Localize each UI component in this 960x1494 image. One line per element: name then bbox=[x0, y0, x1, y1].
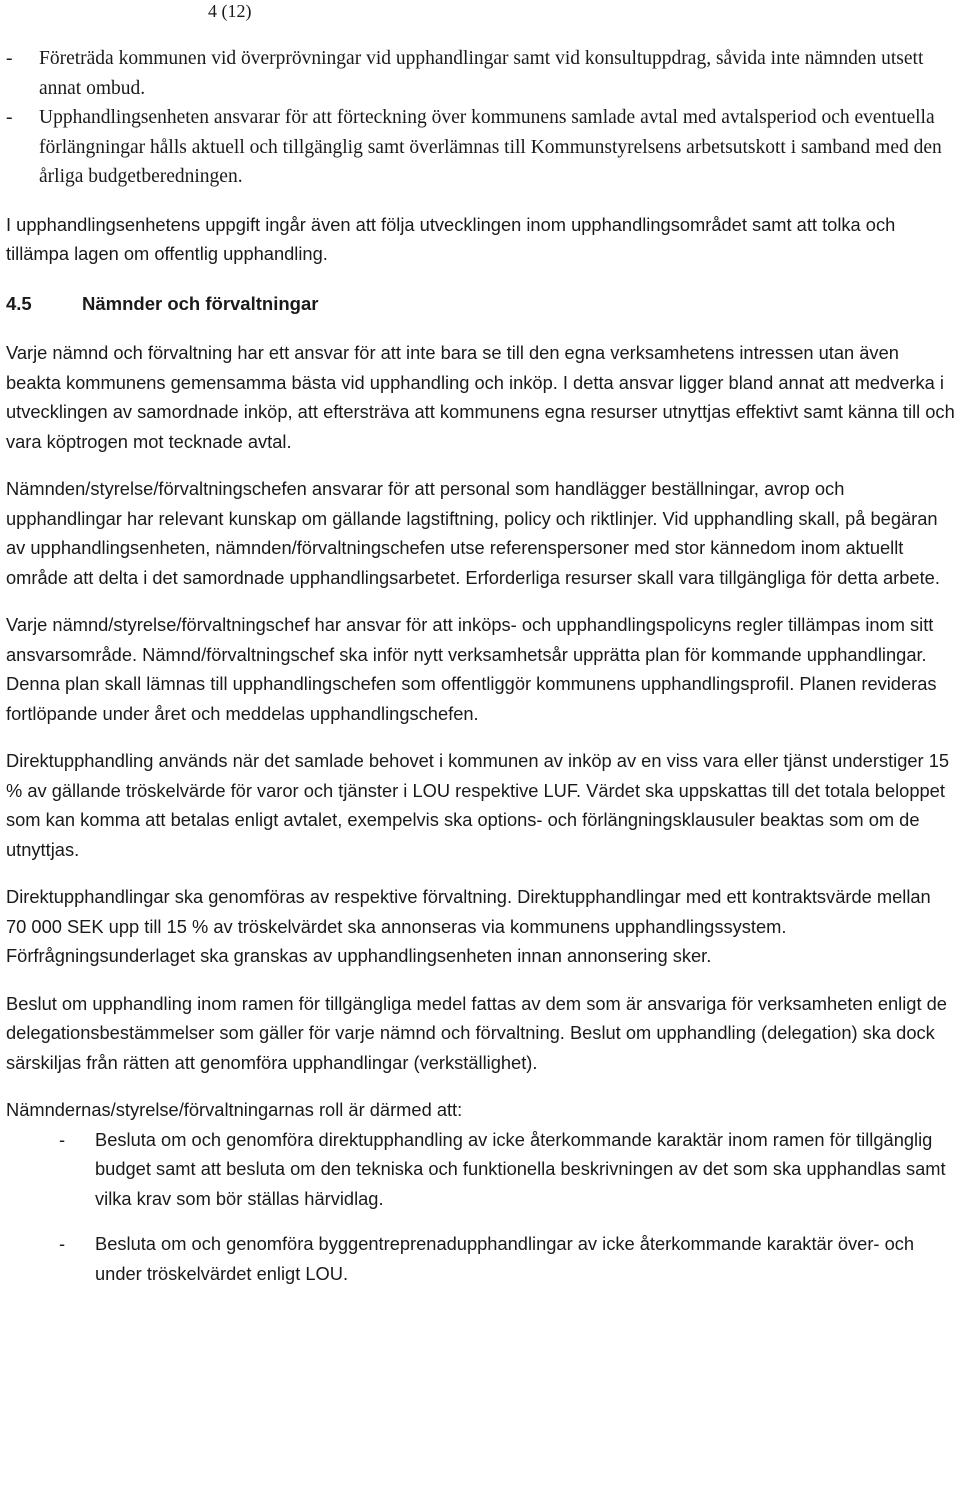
paragraph: Nämndernas/styrelse/förvaltningarnas roll är därmed att: bbox=[6, 1099, 463, 1120]
role-dash-list bbox=[6, 1125, 956, 1289]
document-body bbox=[6, 44, 956, 1288]
paragraph: Beslut om upphandling inom ramen för tillgängliga medel fattas av dem som är ansvariga för verksamheten enligt de delegationsbestämmelser som gäller för varje nämnd och förvaltning. Beslut om upphandling (delegation) ska dock särskiljas från rätten att genomföra upphandlingar (verkställighet). bbox=[6, 992, 947, 1073]
paragraph: Varje nämnd/styrelse/förvaltningschef har ansvar för att inköps- och upphandlingspolicyns regler tillämpas inom sitt ansvarsområde. Nämnd/förvaltningschef ska inför nytt verksamhetsår upprätta plan för kommande upphandlingar. Denna plan skall lämnas till upphandlingschefen som offentliggör kommunens upphandlingsprofil. Planen revideras fortlöpande under året och meddelas upphandlingschefen. bbox=[6, 614, 937, 724]
page-number: 4 (12) bbox=[208, 1, 252, 21]
paragraph: Direktupphandlingar ska genomföras av respektive förvaltning. Direktupphandlingar med ett kontraktsvärde mellan 70 000 SEK upp till 15 % av tröskelvärdet ska annonseras via kommunens upphandlingssystem. Förfrågningsunderlaget ska granskas av upphandlingsenheten innan annonsering sker. bbox=[6, 886, 931, 966]
paragraph: Direktupphandling används när det samlade behovet i kommunen av inköp av en viss vara eller tjänst understiger 15 % av gällande tröskelvärde för varor och tjänster i LOU respektive LUF. Värdet ska uppskattas till det totala beloppet som kan komma att betalas enligt avtalet, exempelvis ska options- och förlängningsklausuler beaktas som om de utnyttjas. bbox=[6, 750, 950, 860]
section-heading bbox=[6, 289, 956, 319]
top-dash-list bbox=[6, 44, 956, 192]
list-item: - Besluta om och genomföra byggentreprenadupphandlingar av icke återkommande karaktär över- och under tröskelvärdet enligt LOU. bbox=[6, 1229, 956, 1288]
section-number: 4.5 bbox=[6, 292, 32, 314]
intro-paragraph: I upphandlingsenhetens uppgift ingår även att följa utvecklingen inom upphandlingsområdet samt att tolka och tillämpa lagen om offentlig upphandling. bbox=[6, 213, 896, 264]
list-item: - Upphandlingsenheten ansvarar för att förteckning över kommunens samlade avtal med avtalsperiod och eventuella förlängningar hålls aktuell och tillgänglig samt överlämnas till Kommunstyrelsens arbetsutskott i samband med den årliga budgetberedningen. bbox=[6, 103, 956, 192]
paragraph: Varje nämnd och förvaltning har ett ansvar för att inte bara se till den egna verksamhetens intressen utan även beakta kommunens gemensamma bästa vid upphandling och inköp. I detta ansvar ligger bland annat att medverka i utvecklingen av samordnade inköp, att eftersträva att kommunens egna resurser utnyttjas effektivt samt känna till och vara köptrogen mot tecknade avtal. bbox=[6, 342, 955, 452]
paragraph: Nämnden/styrelse/förvaltningschefen ansvarar för att personal som handlägger beställningar, avrop och upphandlingar har relevant kunskap om gällande lagstiftning, policy och riktlinjer. Vid upphandling skall, på begäran av upphandlingsenheten, nämnden/förvaltningschefen utse referenspersoner med stor kännedom inom aktuellt område att delta i det samordnade upphandlingsarbetet. Erforderliga resurser skall vara tillgängliga för detta arbete. bbox=[6, 478, 940, 588]
section-title: Nämnder och förvaltningar bbox=[82, 292, 319, 314]
list-item: - Besluta om och genomföra direktupphandling av icke återkommande karaktär inom ramen för tillgänglig budget samt att besluta om den tekniska och funktionella beskrivningen av det som ska upphandlas samt vilka krav som bör ställas härvidlag. bbox=[6, 1125, 956, 1214]
list-item: - Företräda kommunen vid överprövningar vid upphandlingar samt vid konsultuppdrag, såvida inte nämnden utsett annat ombud. bbox=[6, 44, 956, 103]
